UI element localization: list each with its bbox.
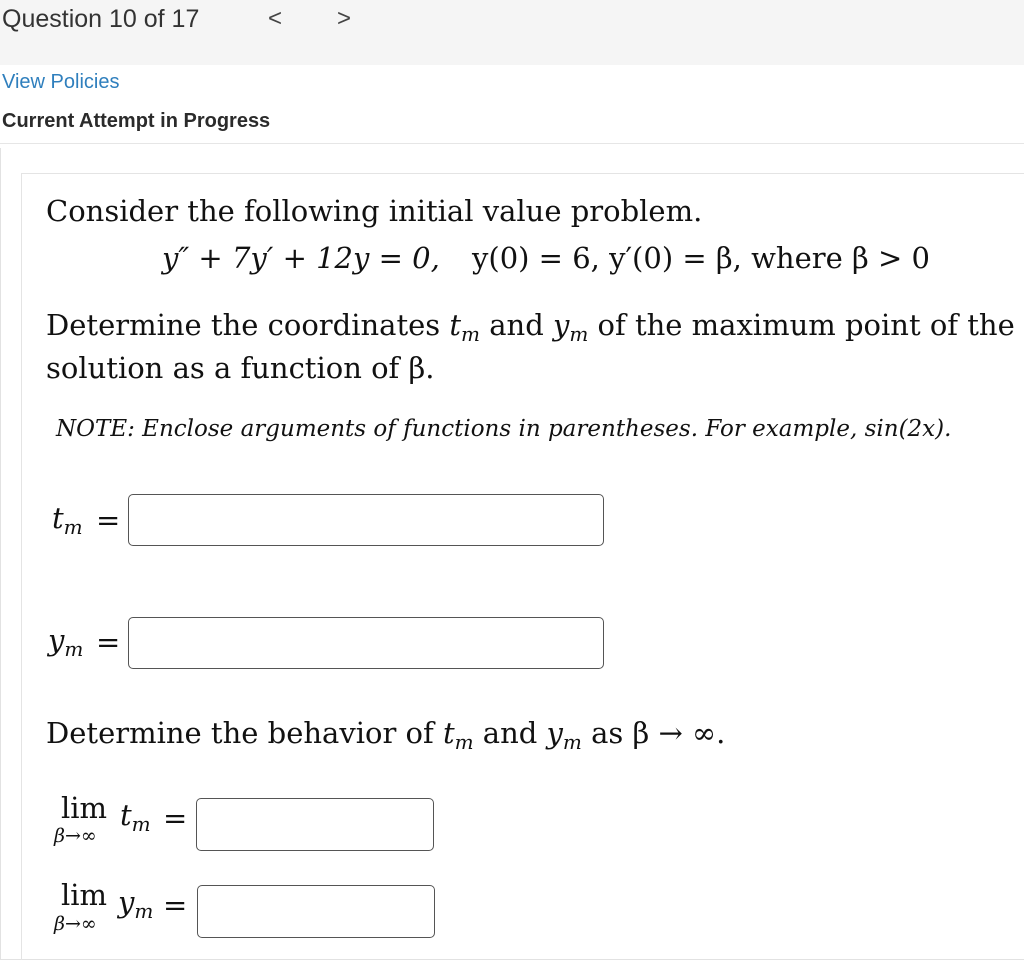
question-counter: Question 10 of 17	[2, 5, 200, 33]
task-statement-line2: solution as a function of β.	[46, 351, 435, 385]
lim-ym-subscript: β→∞	[54, 913, 97, 935]
initial-conditions: y(0) = 6, y′(0) = β, where β > 0	[472, 241, 930, 275]
behavior-ym-symbol: y	[546, 716, 563, 750]
behavior-ym-subscript: m	[562, 730, 582, 754]
ym-answer-input[interactable]	[128, 617, 604, 669]
task-text-a: Determine the coordinates	[46, 308, 450, 342]
task-statement-line1	[46, 307, 1015, 346]
lim-ym-answer-input[interactable]	[197, 885, 435, 938]
behavior-text-a: Determine the behavior of	[46, 716, 443, 750]
question-panel	[21, 173, 1024, 960]
tm-answer-input[interactable]	[128, 494, 604, 546]
tm-symbol: t	[449, 308, 462, 342]
view-policies-link[interactable]: View Policies	[2, 71, 120, 93]
ym-label-subscript: m	[64, 637, 84, 661]
tm-subscript: m	[461, 322, 481, 346]
lim-tm-subscript: β→∞	[54, 825, 97, 847]
lim-ym-equals: =	[163, 888, 188, 922]
lim-tm-label-subscript: m	[131, 812, 151, 836]
task-text-b: and	[480, 308, 553, 342]
lim-ym-symbol: y	[118, 885, 135, 919]
top-bar	[0, 0, 1024, 65]
attempt-status: Current Attempt in Progress	[2, 110, 271, 132]
ode-equation: y″ + 7y′ + 12y = 0,	[162, 241, 440, 275]
task-text-c: of the maximum point of the	[588, 308, 1015, 342]
ym-label	[48, 622, 84, 661]
previous-question-button[interactable]: <	[268, 5, 283, 32]
lim-ym-label-subscript: m	[134, 899, 154, 923]
ym-subscript: m	[569, 322, 589, 346]
ym-equals: =	[96, 625, 121, 659]
note-text: NOTE: Enclose arguments of functions in parentheses. For example, sin(2x).	[56, 416, 952, 442]
tm-equals: =	[96, 503, 121, 537]
tm-label-subscript: m	[63, 515, 83, 539]
lim-tm-label	[120, 797, 151, 836]
lim-tm-operator: lim	[61, 791, 108, 825]
problem-intro: Consider the following initial value problem.	[46, 194, 703, 228]
ym-label-symbol: y	[48, 623, 65, 657]
lim-tm-answer-input[interactable]	[196, 798, 434, 851]
behavior-tm-subscript: m	[454, 730, 474, 754]
tm-label-symbol: t	[52, 501, 64, 535]
behavior-text-c: as β → ∞.	[581, 716, 726, 750]
lim-tm-symbol: t	[120, 798, 132, 832]
behavior-statement	[46, 715, 726, 754]
lim-ym-label	[118, 884, 154, 923]
next-question-button[interactable]: >	[337, 5, 352, 32]
behavior-tm-symbol: t	[442, 716, 455, 750]
ym-symbol: y	[552, 308, 570, 342]
behavior-text-b: and	[473, 716, 547, 750]
lim-tm-equals: =	[163, 801, 188, 835]
tm-label	[52, 500, 83, 539]
lim-ym-operator: lim	[61, 878, 108, 912]
divider	[0, 143, 1024, 144]
